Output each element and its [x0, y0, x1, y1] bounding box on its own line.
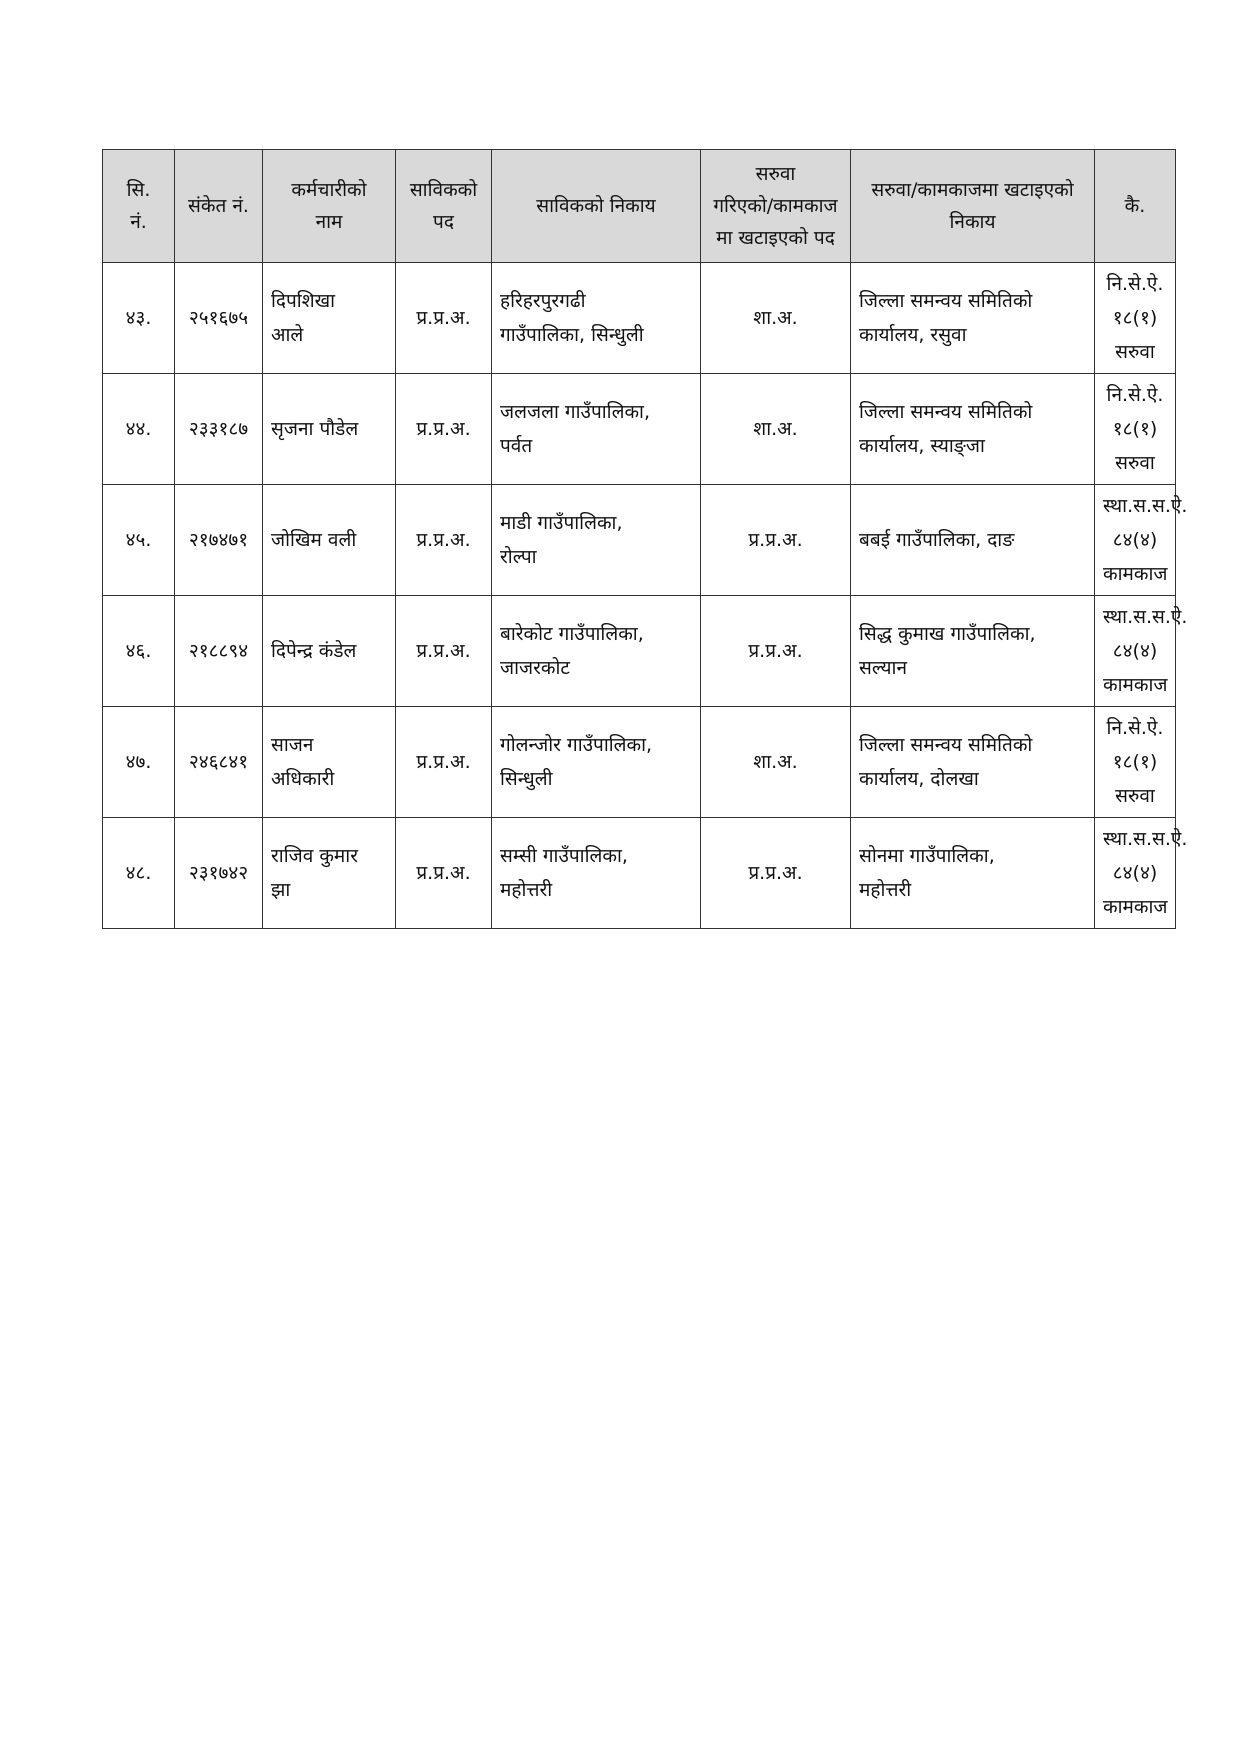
remarks-cell: स्था.स.स.ऐ. ८४(४) कामकाज [1095, 485, 1176, 596]
remarks-cell: स्था.स.स.ऐ. ८४(४) कामकाज [1095, 596, 1176, 707]
previous-post-cell: प्र.प्र.अ. [396, 485, 492, 596]
previous-post-cell: प्र.प्र.अ. [396, 818, 492, 929]
table-row [103, 707, 1176, 818]
previous-office-cell: गोलन्जोर गाउँपालिका, सिन्धुली [492, 707, 701, 818]
assigned-office-cell: सिद्ध कुमाख गाउँपालिका, सल्यान [851, 596, 1095, 707]
previous-post-cell: प्र.प्र.अ. [396, 374, 492, 485]
assigned-office-cell: जिल्ला समन्वय समितिको कार्यालय, रसुवा [851, 263, 1095, 374]
previous-post-cell: प्र.प्र.अ. [396, 707, 492, 818]
code-number-cell: २५१६७५ [175, 263, 263, 374]
assigned-post-cell: प्र.प्र.अ. [701, 596, 851, 707]
assigned-post-cell: शा.अ. [701, 374, 851, 485]
header-remarks: कै. [1095, 150, 1176, 263]
code-number-cell: २३१७४२ [175, 818, 263, 929]
header-assigned-office: सरुवा/कामकाजमा खटाइएको निकाय [851, 150, 1095, 263]
header-previous-office: साविकको निकाय [492, 150, 701, 263]
assigned-office-cell: सोनमा गाउँपालिका, महोत्तरी [851, 818, 1095, 929]
employee-name-cell: सृजना पौडेल [263, 374, 396, 485]
header-assigned-post: सरुवा गरिएको/कामकाज मा खटाइएको पद [701, 150, 851, 263]
table-header-row [103, 150, 1176, 263]
previous-office-cell: जलजला गाउँपालिका, पर्वत [492, 374, 701, 485]
assigned-post-cell: प्र.प्र.अ. [701, 485, 851, 596]
code-number-cell: २१७४७१ [175, 485, 263, 596]
previous-post-cell: प्र.प्र.अ. [396, 596, 492, 707]
table-row [103, 263, 1176, 374]
code-number-cell: २४६८४१ [175, 707, 263, 818]
transfer-table [102, 149, 1188, 929]
employee-name-cell: राजिव कुमार झा [263, 818, 396, 929]
table-row [103, 596, 1176, 707]
header-code-number: संकेत नं. [175, 150, 263, 263]
serial-number-cell: ४५. [103, 485, 175, 596]
serial-number-cell: ४७. [103, 707, 175, 818]
serial-number-cell: ४८. [103, 818, 175, 929]
employee-name-cell: दिपशिखा आले [263, 263, 396, 374]
assigned-office-cell: जिल्ला समन्वय समितिको कार्यालय, दोलखा [851, 707, 1095, 818]
assigned-post-cell: प्र.प्र.अ. [701, 818, 851, 929]
header-previous-post: साविकको पद [396, 150, 492, 263]
table-row [103, 485, 1176, 596]
table-row [103, 374, 1176, 485]
previous-office-cell: हरिहरपुरगढी गाउँपालिका, सिन्धुली [492, 263, 701, 374]
employee-name-cell: जोखिम वली [263, 485, 396, 596]
header-employee-name: कर्मचारीको नाम [263, 150, 396, 263]
assigned-office-cell: बबई गाउँपालिका, दाङ [851, 485, 1095, 596]
code-number-cell: २३३१८७ [175, 374, 263, 485]
assigned-post-cell: शा.अ. [701, 263, 851, 374]
code-number-cell: २१८८९४ [175, 596, 263, 707]
employee-name-cell: दिपेन्द्र कंडेल [263, 596, 396, 707]
header-serial-number: सि. नं. [103, 150, 175, 263]
assigned-office-cell: जिल्ला समन्वय समितिको कार्यालय, स्याङ्जा [851, 374, 1095, 485]
previous-post-cell: प्र.प्र.अ. [396, 263, 492, 374]
serial-number-cell: ४३. [103, 263, 175, 374]
remarks-cell: नि.से.ऐ. १८(१) सरुवा [1095, 707, 1176, 818]
assigned-post-cell: शा.अ. [701, 707, 851, 818]
serial-number-cell: ४६. [103, 596, 175, 707]
serial-number-cell: ४४. [103, 374, 175, 485]
previous-office-cell: सम्सी गाउँपालिका, महोत्तरी [492, 818, 701, 929]
previous-office-cell: बारेकोट गाउँपालिका, जाजरकोट [492, 596, 701, 707]
employee-name-cell: साजन अधिकारी [263, 707, 396, 818]
remarks-cell: स्था.स.स.ऐ. ८४(४) कामकाज [1095, 818, 1176, 929]
previous-office-cell: माडी गाउँपालिका, रोल्पा [492, 485, 701, 596]
remarks-cell: नि.से.ऐ. १८(१) सरुवा [1095, 374, 1176, 485]
remarks-cell: नि.से.ऐ. १८(१) सरुवा [1095, 263, 1176, 374]
table-row [103, 818, 1176, 929]
